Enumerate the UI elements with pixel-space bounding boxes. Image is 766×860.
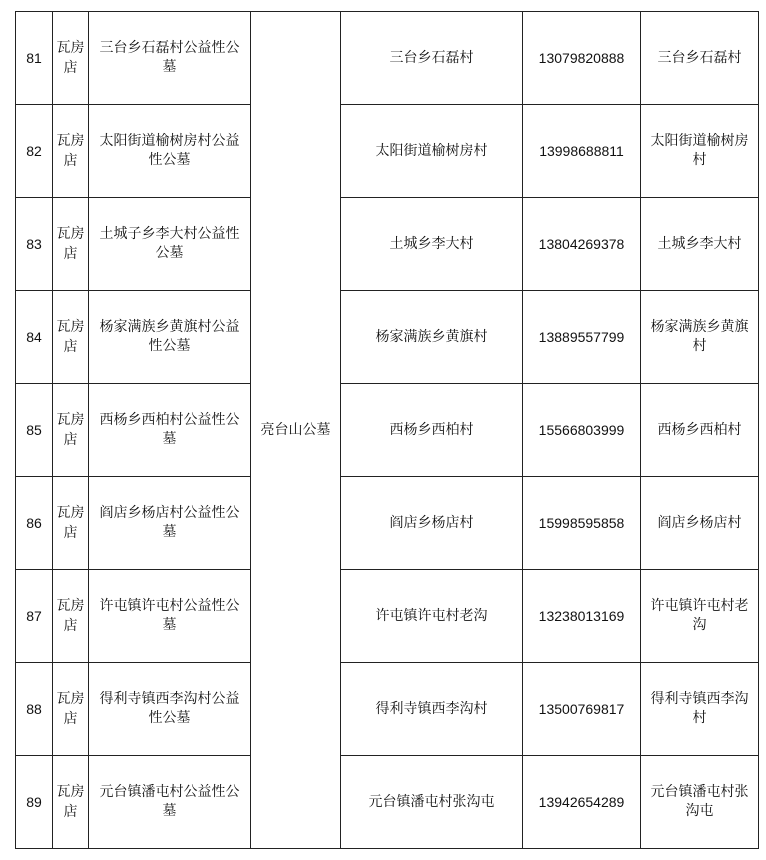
contact-cell: 阎店乡杨店村: [641, 477, 759, 570]
table-row: [16, 12, 759, 105]
row-number: 86: [16, 477, 53, 570]
table-row: [16, 198, 759, 291]
phone-cell: 13079820888: [523, 12, 641, 105]
table-row: [16, 105, 759, 198]
phone-cell: 13804269378: [523, 198, 641, 291]
cemetery-name-cell: 太阳街道榆树房村公益性公墓: [89, 105, 251, 198]
table-row: [16, 477, 759, 570]
address-cell: 土城乡李大村: [341, 198, 523, 291]
phone-cell: 13942654289: [523, 756, 641, 849]
county-cell: 瓦房店: [53, 756, 89, 849]
county-cell: 瓦房店: [53, 570, 89, 663]
table-row: [16, 756, 759, 849]
merged-cemetery-cell: 亮台山公墓: [251, 12, 341, 849]
phone-cell: 13889557799: [523, 291, 641, 384]
county-cell: 瓦房店: [53, 477, 89, 570]
address-cell: 太阳街道榆树房村: [341, 105, 523, 198]
county-cell: 瓦房店: [53, 198, 89, 291]
row-number: 82: [16, 105, 53, 198]
contact-cell: 杨家满族乡黄旗村: [641, 291, 759, 384]
phone-cell: 13500769817: [523, 663, 641, 756]
row-number: 88: [16, 663, 53, 756]
table-row: [16, 384, 759, 477]
address-cell: 三台乡石磊村: [341, 12, 523, 105]
row-number: 87: [16, 570, 53, 663]
contact-cell: 元台镇潘屯村张沟屯: [641, 756, 759, 849]
row-number: 83: [16, 198, 53, 291]
cemetery-name-cell: 阎店乡杨店村公益性公墓: [89, 477, 251, 570]
contact-cell: 三台乡石磊村: [641, 12, 759, 105]
county-cell: 瓦房店: [53, 291, 89, 384]
address-cell: 杨家满族乡黄旗村: [341, 291, 523, 384]
row-number: 85: [16, 384, 53, 477]
phone-cell: 13238013169: [523, 570, 641, 663]
phone-cell: 13998688811: [523, 105, 641, 198]
contact-cell: 得利寺镇西李沟村: [641, 663, 759, 756]
cemetery-table: [15, 11, 759, 849]
address-cell: 得利寺镇西李沟村: [341, 663, 523, 756]
table-row: [16, 570, 759, 663]
table-row: [16, 291, 759, 384]
address-cell: 西杨乡西柏村: [341, 384, 523, 477]
row-number: 89: [16, 756, 53, 849]
county-cell: 瓦房店: [53, 384, 89, 477]
contact-cell: 太阳街道榆树房村: [641, 105, 759, 198]
cemetery-name-cell: 元台镇潘屯村公益性公墓: [89, 756, 251, 849]
cemetery-name-cell: 土城子乡李大村公益性公墓: [89, 198, 251, 291]
address-cell: 许屯镇许屯村老沟: [341, 570, 523, 663]
address-cell: 元台镇潘屯村张沟屯: [341, 756, 523, 849]
row-number: 81: [16, 12, 53, 105]
cemetery-name-cell: 得利寺镇西李沟村公益性公墓: [89, 663, 251, 756]
phone-cell: 15566803999: [523, 384, 641, 477]
cemetery-name-cell: 三台乡石磊村公益性公墓: [89, 12, 251, 105]
row-number: 84: [16, 291, 53, 384]
county-cell: 瓦房店: [53, 663, 89, 756]
table-row: [16, 663, 759, 756]
cemetery-name-cell: 西杨乡西柏村公益性公墓: [89, 384, 251, 477]
phone-cell: 15998595858: [523, 477, 641, 570]
contact-cell: 西杨乡西柏村: [641, 384, 759, 477]
cemetery-name-cell: 许屯镇许屯村公益性公墓: [89, 570, 251, 663]
county-cell: 瓦房店: [53, 105, 89, 198]
county-cell: 瓦房店: [53, 12, 89, 105]
address-cell: 阎店乡杨店村: [341, 477, 523, 570]
cemetery-name-cell: 杨家满族乡黄旗村公益性公墓: [89, 291, 251, 384]
contact-cell: 许屯镇许屯村老沟: [641, 570, 759, 663]
contact-cell: 土城乡李大村: [641, 198, 759, 291]
